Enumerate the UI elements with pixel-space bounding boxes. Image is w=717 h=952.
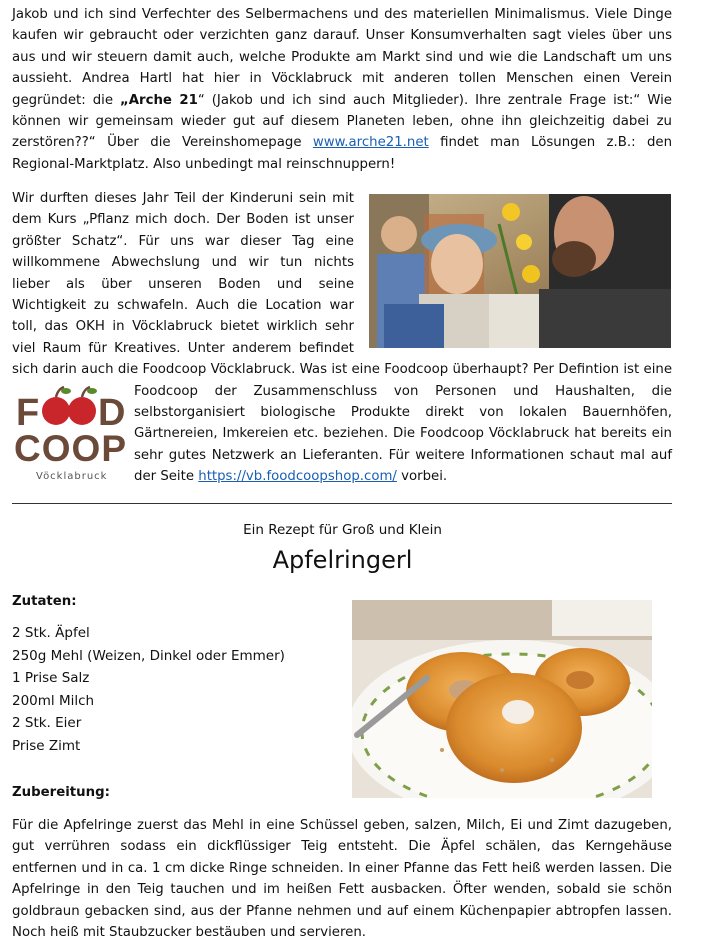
apple-icon [42, 397, 70, 425]
arche21-link[interactable]: www.arche21.net [312, 135, 429, 151]
list-item: Prise Zimt [12, 737, 81, 754]
logo-coop: COOP [14, 428, 126, 469]
intro-text-middle: “ (Jakob und ich sind auch Mitglieder). Ihre zentrale Frage ist:“ Wie können wir gemeinsam wieder gut auf diesem Planeten leben, ohne ihn gleichzeitig dabei zu zerstören??“ Über die Vereinshomepage [12, 92, 672, 151]
intro-paragraph [12, 4, 672, 175]
foodcoop-logo-image [12, 383, 130, 483]
logo-letter-d: D [98, 392, 126, 434]
preparation-text: Für die Apfelringe zuerst das Mehl in eine Schüssel geben, salzen, Milch, Ei und Zimt dazugeben, gut verrühren sodass ein dickflüssiger Teig entsteht. Die Äpfel schälen, das Kerngehäuse entfernen und in ca. 1 cm dicke Ringe schneiden. In einer Pfanne das Fett heiß werden lassen. Die Apfelringe in den Teig tauchen und im heißen Fett ausbacken. Öfter wenden, sobald sie schön goldbraun gebacken sind, aus der Pfanne nehmen und auf einem Küchenpapier abtropfen lassen. Noch heiß mit Staubzucker bestäuben und servieren. [12, 818, 672, 941]
ingredients-heading: Zutaten: [12, 594, 77, 609]
foodcoop-link[interactable]: https://vb.foodcoopshop.com/ [198, 469, 397, 485]
intro-text-before: Jakob und ich sind Verfechter des Selbermachens und des materiellen Minimalismus. Viele Dinge kaufen wir gebraucht oder verzichten ganz darauf. Unser Konsumverhalten sagt vieles über uns aus und wir steuern damit auch, welche Produkte am Markt sind und wie die Landschaft um uns aussieht. Andrea Hartl hat hier in Vöcklabruck mit anderen tollen Menschen einen Verein gegründet: die [12, 7, 672, 108]
logo-place: Vöcklabruck [36, 471, 108, 482]
recipe-title: Apfelringerl [272, 546, 413, 574]
section-divider [12, 503, 672, 504]
list-item: 2 Stk. Eier [12, 715, 82, 732]
kinderuni-photo [369, 194, 671, 348]
kinderuni-photo-image [369, 194, 671, 348]
preparation-heading: Zubereitung: [12, 785, 110, 800]
intro-text-after: findet man Lösungen z.B.: den Regional-Marktplatz. Also unbedingt mal reinschnuppern! [12, 135, 672, 172]
list-item: 200ml Milch [12, 692, 95, 709]
list-item: 250g Mehl (Weizen, Dinkel oder Emmer) [12, 647, 285, 664]
kinderuni-text-after: vorbei. [396, 469, 448, 485]
apple-icon [68, 397, 96, 425]
list-item: 1 Prise Salz [12, 670, 90, 687]
kinderuni-text-part: eine Foodcoop der Zusammenschluss von Personen und Haushalten, die selbstorganisiert biologische Produkte direkt von lokalen Bauernhöfen, Gärtnereien, Imkereien etc. beziehen. Die Foodcoop Vöcklabruck hat bereits ein sehr gutes Netzwerk an Lieferanten. Für weitere Informationen schaut mal auf der Seite [134, 362, 672, 485]
list-item: 2 Stk. Äpfel [12, 625, 90, 641]
ingredients-list [12, 622, 285, 758]
kinderuni-text-part: Wir durften dieses Jahr Teil der Kinderuni sein mit dem Kurs „Pflanz mich doch. Der Boden ist unser größter Schatz“. Für uns war dieser Tag eine willkommene Abwechslung und wir tun nichts lieber als über unseren Boden und seine Wichtigkeit zu schwafeln. Auch die Location war toll, das OKH in Vöcklabruck bietet wirklich sehr viel Raum für Kreatives. Unter anderem befindet sich darin auch die Foodcoop Vöcklabruck. Was ist eine Foodcoop überhaupt? Per Defintion ist [12, 191, 644, 378]
recipe-subtitle: Ein Rezept für Groß und Klein [243, 522, 442, 538]
apfelringerl-photo-image [352, 600, 652, 798]
apfelringerl-photo [352, 600, 652, 798]
arche21-name: „Arche 21 [120, 92, 198, 108]
logo-letter-f: F [16, 392, 40, 434]
foodcoop-logo [12, 383, 130, 483]
